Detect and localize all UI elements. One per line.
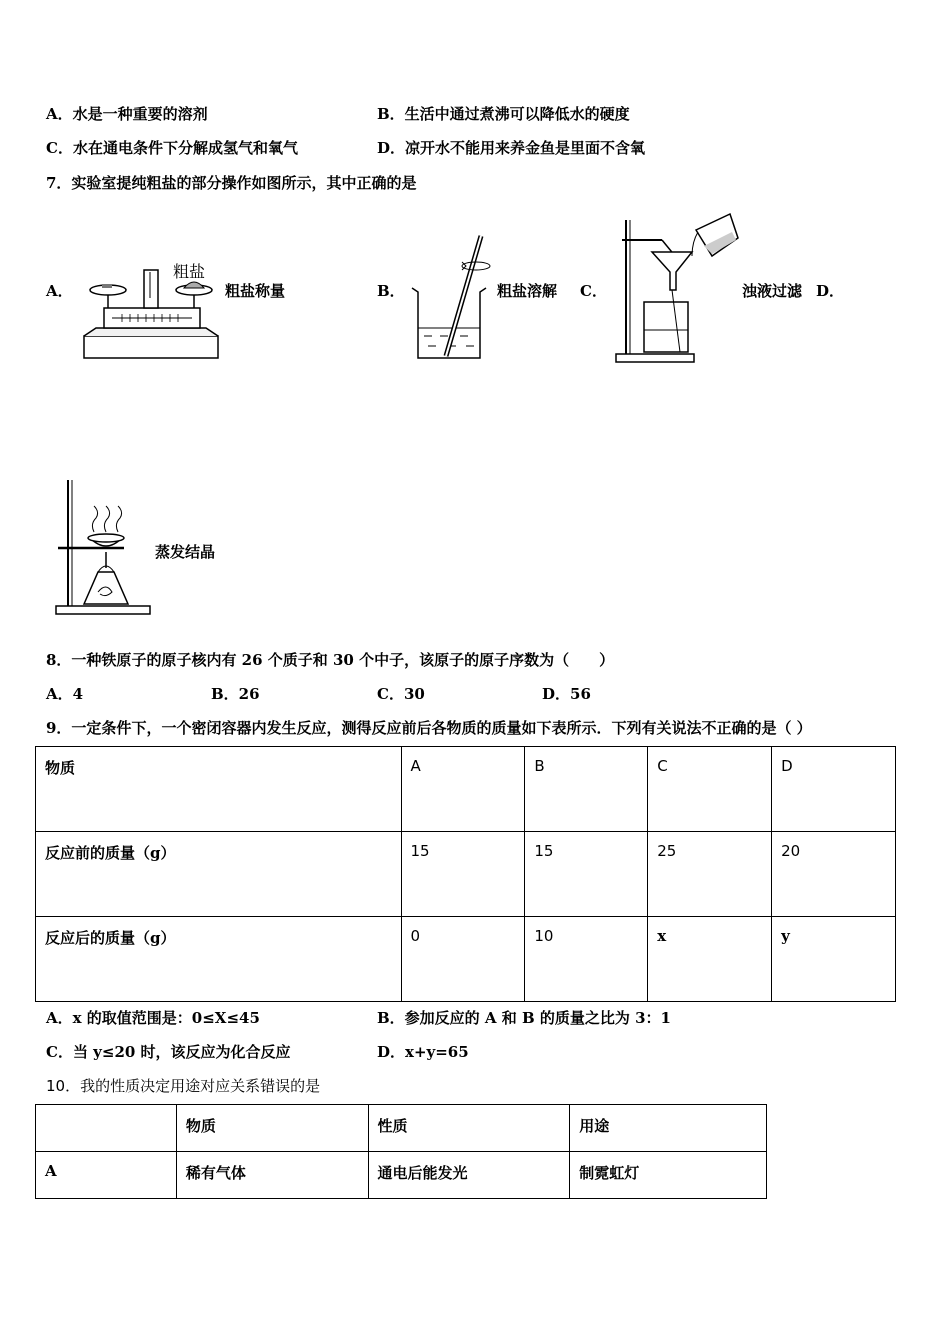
table-row bbox=[36, 832, 896, 917]
table-cell: D bbox=[772, 747, 896, 832]
table-row bbox=[36, 1152, 767, 1199]
table-cell: 物质 bbox=[36, 747, 402, 832]
q9-option-a: A．x 的取值范围是：0≤X≤45 bbox=[46, 1009, 260, 1027]
q9-option-d: D．x+y=65 bbox=[377, 1043, 469, 1061]
table-cell: 反应后的质量（g） bbox=[36, 917, 402, 1002]
table-cell: 0 bbox=[401, 917, 525, 1002]
q7-d-letter: D． bbox=[816, 282, 845, 300]
table-cell: 用途 bbox=[570, 1105, 767, 1152]
table-row bbox=[36, 1105, 767, 1152]
filtration-illustration bbox=[612, 212, 742, 364]
q8-option-a: A．4 bbox=[46, 685, 84, 703]
q8-option-c: C．30 bbox=[377, 685, 425, 703]
table-cell: x bbox=[648, 917, 772, 1002]
q6-option-a: A．水是一种重要的溶剂 bbox=[46, 105, 208, 123]
q7-b-label: 粗盐溶解 bbox=[497, 282, 558, 300]
table-cell: B bbox=[525, 747, 648, 832]
table-cell: 15 bbox=[401, 832, 525, 917]
q7-a-label: 粗盐称量 bbox=[225, 282, 286, 300]
table-row bbox=[36, 747, 896, 832]
q9-mass-table bbox=[35, 746, 896, 1002]
evaporation-illustration bbox=[54, 476, 154, 616]
table-cell: 10 bbox=[525, 917, 648, 1002]
q7-d-label: 蒸发结晶 bbox=[155, 543, 216, 561]
table-cell: 反应前的质量（g） bbox=[36, 832, 402, 917]
q10-property-table bbox=[35, 1104, 767, 1199]
table-cell: 15 bbox=[525, 832, 648, 917]
table-cell: A bbox=[401, 747, 525, 832]
q7-c-label: 浊液过滤 bbox=[742, 282, 803, 300]
table-cell: 制霓虹灯 bbox=[570, 1152, 767, 1199]
dissolving-illustration bbox=[408, 232, 498, 364]
q8-option-b: B．26 bbox=[211, 685, 260, 703]
q7-b-letter: B． bbox=[377, 282, 405, 300]
q9-option-c: C．当 y≤20 时，该反应为化合反应 bbox=[46, 1043, 291, 1061]
table-cell: 20 bbox=[772, 832, 896, 917]
table-cell: 性质 bbox=[368, 1105, 570, 1152]
table-cell: y bbox=[772, 917, 896, 1002]
q6-option-c: C．水在通电条件下分解成氢气和氧气 bbox=[46, 139, 298, 157]
table-cell: A bbox=[36, 1152, 177, 1199]
q8-stem: 8．一种铁原子的原子核内有 26 个质子和 30 个中子，该原子的原子序数为（ ） bbox=[46, 651, 615, 669]
q8-option-d: D．56 bbox=[542, 685, 591, 703]
q7-c-letter: C． bbox=[580, 282, 607, 300]
table-cell: 物质 bbox=[176, 1105, 368, 1152]
table-cell: 通电后能发光 bbox=[368, 1152, 570, 1199]
q7-a-tag: 粗盐 bbox=[173, 262, 206, 281]
q6-option-d: D．凉开水不能用来养金鱼是里面不含氧 bbox=[377, 139, 646, 157]
q9-stem: 9．一定条件下，一个密闭容器内发生反应，测得反应前后各物质的质量如下表所示．下列有关说法不正确的是（ ） bbox=[46, 719, 812, 737]
table-cell: C bbox=[648, 747, 772, 832]
q10-stem: 10．我的性质决定用途对应关系错误的是 bbox=[46, 1077, 321, 1095]
q6-option-b: B．生活中通过煮沸可以降低水的硬度 bbox=[377, 105, 630, 123]
q7-stem: 7．实验室提纯粗盐的部分操作如图所示，其中正确的是 bbox=[46, 174, 417, 192]
table-row bbox=[36, 917, 896, 1002]
q7-a-letter: A． bbox=[46, 282, 73, 300]
table-cell: 稀有气体 bbox=[176, 1152, 368, 1199]
table-cell: 25 bbox=[648, 832, 772, 917]
q9-option-b: B．参加反应的 A 和 B 的质量之比为 3：1 bbox=[377, 1009, 671, 1027]
table-cell bbox=[36, 1105, 177, 1152]
